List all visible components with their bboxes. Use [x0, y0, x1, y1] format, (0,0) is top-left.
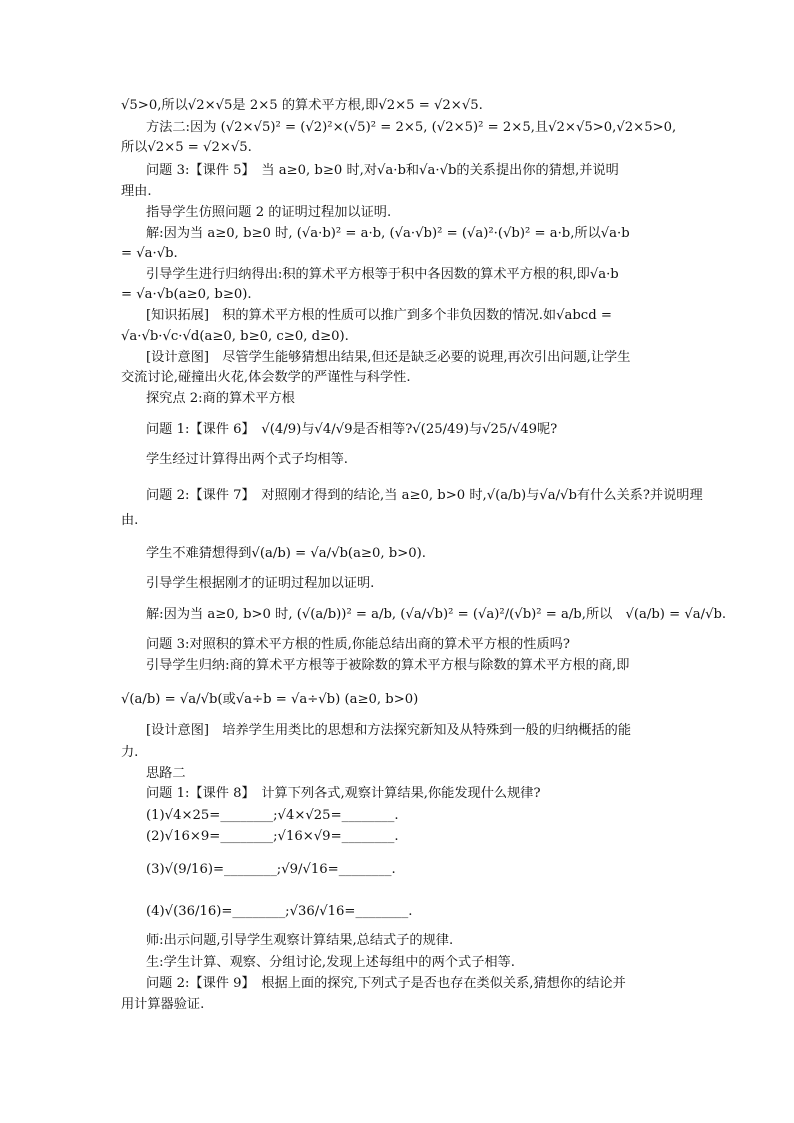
text-line: 引导学生归纳:商的算术平方根等于被除数的算术平方根与除数的算术平方根的商,即	[146, 658, 630, 673]
text-line: √5>0,所以√2×√5是 2×5 的算术平方根,即√2×5 = √2×√5.	[121, 98, 483, 113]
text-line: 指导学生仿照问题 2 的证明过程加以证明.	[146, 205, 392, 220]
text-line: 师:出示问题,引导学生观察计算结果,总结式子的规律.	[146, 933, 454, 948]
text-line: [设计意图] 尽管学生能够猜想出结果,但还是缺乏必要的说理,再次引出问题,让学生	[146, 350, 631, 365]
text-line: 所以√2×5 = √2×√5.	[121, 140, 252, 155]
text-line: √a·√b·√c·√d(a≥0, b≥0, c≥0, d≥0).	[121, 329, 349, 344]
text-line: 交流讨论,碰撞出火花,体会数学的严谨性与科学性.	[121, 370, 411, 385]
text-line: = √a·√b.	[121, 246, 178, 261]
text-line: 用计算器验证.	[121, 997, 205, 1012]
text-line: 问题 3:对照积的算术平方根的性质,你能总结出商的算术平方根的性质吗?	[146, 637, 570, 652]
text-line: 问题 3:【课件 5】 当 a≥0, b≥0 时,对√a·b和√a·√b的关系提出你的猜想,并说明	[146, 163, 619, 178]
text-line: 力.	[121, 745, 139, 760]
exercise-item: (4)√(36/16)=________;√36/√16=________.	[146, 904, 413, 919]
text-line: [设计意图] 培养学生用类比的思想和方法探究新知及从特殊到一般的归纳概括的能	[146, 723, 632, 738]
exercise-item: (1)√4×25=________;√4×√25=________.	[146, 808, 399, 823]
text-line: 学生不难猜想得到√(a/b) = √a/√b(a≥0, b>0).	[146, 546, 426, 561]
exercise-item: (3)√(9/16)=________;√9/√16=________.	[146, 862, 396, 877]
text-line: = √a·√b(a≥0, b≥0).	[121, 287, 252, 302]
section-heading: 探究点 2:商的算术平方根	[146, 391, 295, 406]
text-line: 生:学生计算、观察、分组讨论,发现上述每组中的两个式子相等.	[146, 955, 515, 970]
text-line: 由.	[121, 513, 139, 528]
text-line: 方法二:因为 (√2×√5)² = (√2)²×(√5)² = 2×5, (√2×5)² = 2×5,且√2×√5>0,√2×5>0,	[146, 120, 677, 135]
exercise-item: (2)√16×9=________;√16×√9=________.	[146, 829, 399, 844]
text-line: 问题 2:【课件 7】 对照刚才得到的结论,当 a≥0, b>0 时,√(a/b)与√a/√b有什么关系?并说明理	[146, 488, 703, 503]
text-line: 问题 1:【课件 8】 计算下列各式,观察计算结果,你能发现什么规律?	[146, 786, 541, 801]
text-line: 问题 2:【课件 9】 根据上面的探究,下列式子是否也存在类似关系,猜想你的结论并	[146, 976, 626, 991]
text-line: [知识拓展] 积的算术平方根的性质可以推广到多个非负因数的情况.如√abcd =	[146, 308, 612, 323]
text-line: 学生经过计算得出两个式子均相等.	[146, 452, 349, 467]
text-line: 问题 1:【课件 6】 √(4/9)与√4/√9是否相等?√(25/49)与√25/√49呢?	[146, 422, 558, 437]
text-line: 解:因为当 a≥0, b>0 时, (√(a/b))² = a/b, (√a/√b)² = (√a)²/(√b)² = a/b,所以 √(a/b) = √a/√b.	[146, 607, 727, 622]
text-line: √(a/b) = √a/√b(或√a÷b = √a÷√b) (a≥0, b>0)	[121, 692, 419, 707]
text-line: 解:因为当 a≥0, b≥0 时, (√a·b)² = a·b, (√a·√b)² = (√a)²·(√b)² = a·b,所以√a·b	[146, 226, 630, 241]
text-line: 引导学生根据刚才的证明过程加以证明.	[146, 576, 375, 591]
text-line: 理由.	[121, 184, 152, 199]
text-line: 引导学生进行归纳得出:积的算术平方根等于积中各因数的算术平方根的积,即√a·b	[146, 267, 619, 282]
section-heading: 思路二	[146, 766, 186, 781]
